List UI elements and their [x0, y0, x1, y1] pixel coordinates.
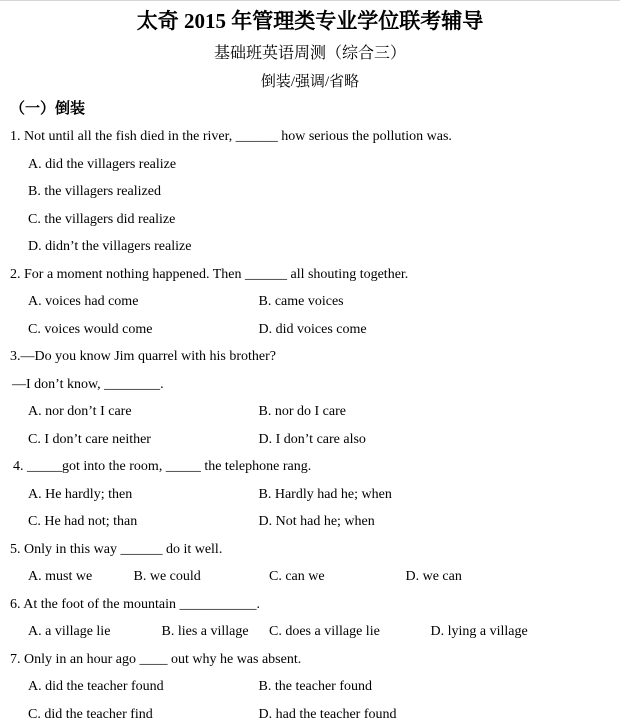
- question-7-option-c: C. did the teacher find: [28, 706, 153, 722]
- question-4-options-row-2: [0, 508, 620, 536]
- section-heading: （一）倒装: [10, 101, 86, 117]
- question-2-stem: 2. For a moment nothing happened. Then ______ all shouting together.: [10, 266, 409, 282]
- question-7-option-b: B. the teacher found: [258, 679, 373, 694]
- question-2-options-row-2: [0, 316, 620, 344]
- question-3-option-d: D. I don’t care also: [258, 431, 366, 447]
- question-6-option-b: B. lies a village: [161, 624, 249, 639]
- question-6-option-c: C. does a village lie: [269, 624, 380, 639]
- question-7: [0, 646, 620, 727]
- question-5-option-a: A. must we: [28, 569, 93, 584]
- question-1-stem: 1. Not until all the fish died in the river, ______ how serious the pollution was.: [10, 129, 452, 144]
- question-4-option-d: D. Not had he; when: [258, 514, 375, 529]
- question-3-stem: 3.—Do you know Jim quarrel with his brother?: [10, 349, 276, 364]
- question-6-stem: 6. At the foot of the mountain ___________.: [10, 596, 261, 612]
- question-5-option-b: B. we could: [133, 569, 201, 584]
- question-2-options-row-1: [0, 288, 620, 316]
- question-2-option-a: A. voices had come: [28, 294, 139, 309]
- question-1-option-a: A. did the villagers realize: [28, 156, 177, 172]
- question-7-option-d: D. had the teacher found: [258, 706, 397, 722]
- question-3-options-row-1: [0, 398, 620, 426]
- question-6-option-d: D. lying a village: [430, 624, 528, 639]
- question-3-option-c: C. I don’t care neither: [28, 431, 151, 447]
- question-3-option-a: A. nor don’t I care: [28, 404, 132, 419]
- doc-topic: 倒装/强调/省略: [260, 74, 360, 90]
- question-1-option-d: D. didn’t the villagers realize: [28, 239, 192, 254]
- question-7-options-row-2: [0, 701, 620, 727]
- question-2-option-d: D. did voices come: [258, 321, 367, 337]
- question-6-option-a: A. a village lie: [28, 624, 111, 639]
- question-5-options-row: [0, 563, 620, 591]
- question-3-options-row-2: [0, 426, 620, 454]
- question-1: [0, 123, 620, 261]
- question-4-option-c: C. He had not; than: [28, 514, 138, 529]
- question-2-option-b: B. came voices: [258, 294, 344, 309]
- question-6-options-row: [0, 618, 620, 646]
- question-1-option-c: C. the villagers did realize: [28, 211, 176, 227]
- question-1-option-b: B. the villagers realized: [28, 184, 161, 199]
- question-3-option-b: B. nor do I care: [258, 404, 346, 419]
- question-6: [0, 591, 620, 646]
- question-2-option-c: C. voices would come: [28, 321, 153, 337]
- question-5-stem: 5. Only in this way ______ do it well.: [10, 541, 223, 557]
- question-5-option-d: D. we can: [405, 569, 462, 584]
- question-3: [0, 343, 620, 453]
- question-4-option-b: B. Hardly had he; when: [258, 486, 392, 502]
- doc-subtitle: 基础班英语周测（综合三）: [213, 45, 406, 62]
- question-7-stem: 7. Only in an hour ago ____ out why he was absent.: [10, 651, 302, 667]
- question-4-stem: 4. _____got into the room, _____ the telephone rang.: [13, 459, 312, 474]
- question-5: [0, 536, 620, 591]
- question-4: [0, 453, 620, 536]
- question-7-option-a: A. did the teacher found: [28, 679, 164, 694]
- question-7-options-row-1: [0, 673, 620, 701]
- question-4-option-a: A. He hardly; then: [28, 486, 133, 502]
- question-2: [0, 261, 620, 344]
- doc-title: 太奇 2015 年管理类专业学位联考辅导: [136, 9, 484, 33]
- question-3-stem-reply: —I don’t know, ________.: [12, 376, 164, 392]
- question-4-options-row-1: [0, 481, 620, 509]
- question-5-option-c: C. can we: [269, 569, 325, 584]
